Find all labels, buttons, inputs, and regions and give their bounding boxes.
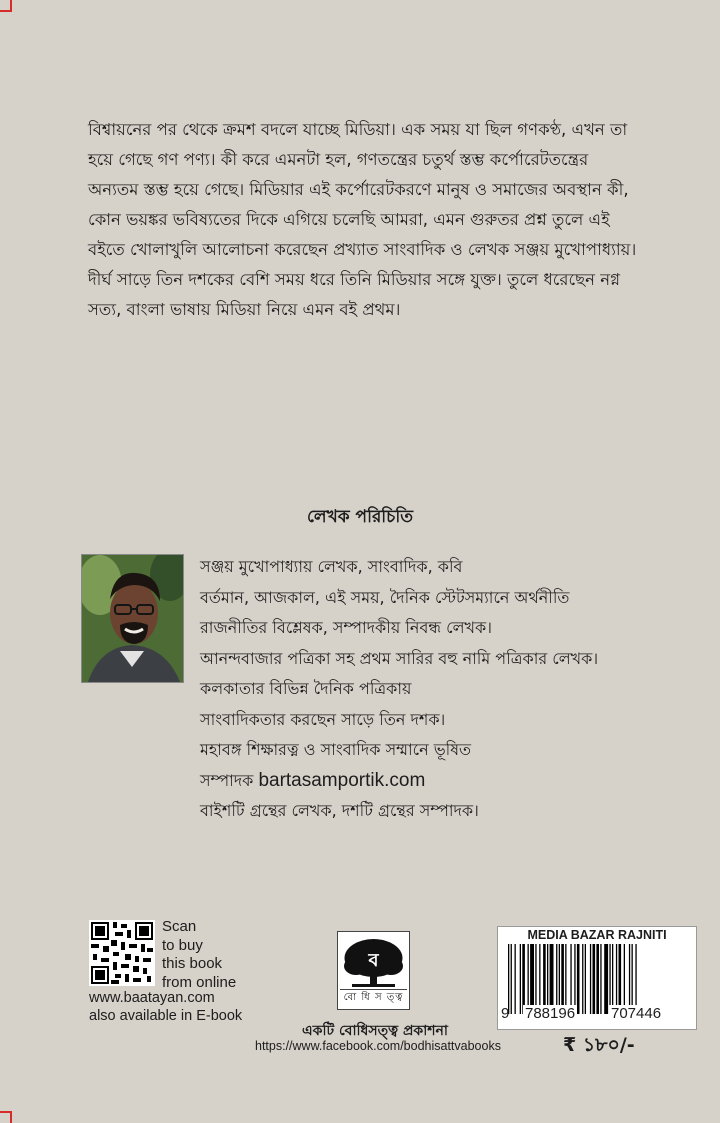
barcode-bar: [612, 944, 613, 1014]
blurb-line: বইতে খোলাখুলি আলোচনা করেছেন প্রখ্যাত সাংবাদিক ও লেখক সঞ্জয় মুখোপাধ্যায়।: [88, 240, 637, 259]
barcode-bar: [574, 944, 575, 1014]
barcode-bar: [515, 944, 516, 1014]
barcode-bar: [624, 944, 625, 1014]
barcode-bar: [559, 944, 560, 1014]
barcode-bar: [522, 944, 525, 1014]
barcode-title: MEDIA BAZAR RAJNITI: [527, 928, 667, 942]
barcode-bar: [596, 944, 599, 1014]
barcode-digit-first: 9: [501, 1005, 510, 1022]
barcode-bar: [590, 944, 591, 1014]
barcode-bar: [609, 944, 610, 1014]
barcode-bar: [570, 944, 571, 1014]
ebook-note: also available in E-book: [89, 1008, 243, 1024]
bio-line: আনন্দবাজার পত্রিকা সহ প্রথম সারির বহু নামি পত্রিকার লেখক।: [200, 648, 599, 668]
barcode-bar: [582, 944, 583, 1014]
barcode-bar: [520, 944, 521, 1014]
barcode-bar: [619, 944, 622, 1014]
book-blurb: [88, 115, 716, 325]
bio-line: মহাবঙ্গ শিক্ষারত্ন ও সাংবাদিক সম্মানে ভূষিত: [200, 740, 472, 759]
scan-line: to buy: [162, 936, 203, 954]
barcode-bars: [508, 944, 686, 1014]
publisher-logo: [337, 931, 410, 1010]
isbn-barcode: [497, 926, 697, 1030]
barcode-bar: [561, 944, 564, 1014]
scan-instructions: [162, 918, 282, 992]
crop-mark-top-left: [0, 0, 12, 12]
bio-line: সঞ্জয় মুখোপাধ্যায় লেখক, সাংবাদিক, কবি: [200, 557, 463, 576]
barcode-bar: [530, 944, 534, 1014]
logo-letter: ব: [368, 950, 379, 971]
editor-site-link[interactable]: bartasamportik.com: [258, 769, 426, 791]
bio-editor-line: [200, 766, 720, 797]
logo-name: বো ধি স ত্ত্ব: [340, 989, 407, 1005]
site-info: [89, 989, 242, 1025]
facebook-link[interactable]: https://www.facebook.com/bodhisattvabooks: [255, 1039, 501, 1053]
barcode-bar: [604, 944, 608, 1014]
website-link[interactable]: www.baatayan.com: [89, 990, 215, 1006]
barcode-digits-left: 788196: [525, 1005, 576, 1022]
barcode-bar: [528, 944, 529, 1014]
editor-prefix: সম্পাদক: [200, 770, 259, 790]
bio-line: বাইশটি গ্রন্থের লেখক, দশটি গ্রন্থের সম্পাদক।: [200, 801, 479, 820]
author-bio: [200, 552, 720, 827]
barcode-bar: [543, 944, 546, 1014]
barcode-bar: [539, 944, 540, 1014]
barcode-bar: [511, 944, 512, 1014]
blurb-line: হয়ে গেছে গণ পণ্য। কী করে এমনটা হল, গণতন্ত্রের চতুর্থ স্তম্ভ কর্পোরেটতন্ত্রের: [88, 150, 589, 169]
blurb-line: অন্যতম স্তম্ভ হয়ে গেছে। মিডিয়ার এই কর্পোরেটকরণে মানুষ ও সমাজের অবস্থান কী,: [88, 180, 629, 199]
barcode-bar: [550, 944, 554, 1014]
crop-mark-bottom-left: [0, 1111, 12, 1123]
author-section-heading: লেখক পরিচিতি: [307, 507, 413, 527]
barcode-bar: [508, 944, 509, 1014]
barcode-bar: [635, 944, 636, 1014]
blurb-line: দীর্ঘ সাড়ে তিন দশকের বেশি সময় ধরে তিনি মিডিয়ার সঙ্গে যুক্ত। তুলে ধরেছেন নগ্ন: [88, 270, 620, 289]
bio-line: সাংবাদিকতার করছেন সাড়ে তিন দশক।: [200, 709, 446, 729]
blurb-line: বিশ্বায়নের পর থেকে ক্রমশ বদলে যাচ্ছে মিডিয়া। এক সময় যা ছিল গণকণ্ঠ, এখন তা: [88, 120, 628, 139]
qr-code[interactable]: [89, 920, 155, 986]
scan-line: this book: [162, 955, 223, 972]
blurb-line: কোন ভয়ঙ্কর ভবিষ্যতের দিকে এগিয়ে চলেছি আমরা, এমন গুরুতর প্রশ্ন তুলে এই: [88, 210, 610, 229]
bio-line: রাজনীতির বিশ্লেষক, সম্পাদকীয় নিবন্ধ লেখক।: [200, 618, 492, 637]
barcode-bar: [556, 944, 557, 1014]
barcode-bar: [547, 944, 548, 1014]
barcode-digits-right: 707446: [611, 1005, 662, 1022]
publisher-credit: একটি বোধিসত্ত্ব প্রকাশনা: [302, 1023, 448, 1039]
barcode-bar: [629, 944, 630, 1014]
scan-line: Scan: [162, 918, 197, 935]
scan-line: from online: [162, 973, 237, 991]
barcode-bar: [577, 944, 580, 1014]
bio-line: কলকাতার বিভিন্ন দৈনিক পত্রিকায়: [200, 679, 412, 698]
author-photo: [81, 554, 184, 683]
barcode-bar: [632, 944, 633, 1014]
barcode-bar: [616, 944, 617, 1014]
bio-line: বর্তমান, আজকাল, এই সময়, দৈনিক স্টেটসম্যানে অর্থনীতি: [200, 587, 570, 607]
blurb-line: সত্য, বাংলা ভাষায় মিডিয়া নিয়ে এমন বই প্রথম।: [88, 300, 401, 319]
price-label: ₹ ১৮০/-: [563, 1034, 635, 1056]
barcode-bar: [535, 944, 536, 1014]
barcode-bar: [593, 944, 596, 1014]
barcode-bar: [600, 944, 601, 1014]
barcode-bar: [565, 944, 566, 1014]
barcode-bar: [585, 944, 586, 1014]
